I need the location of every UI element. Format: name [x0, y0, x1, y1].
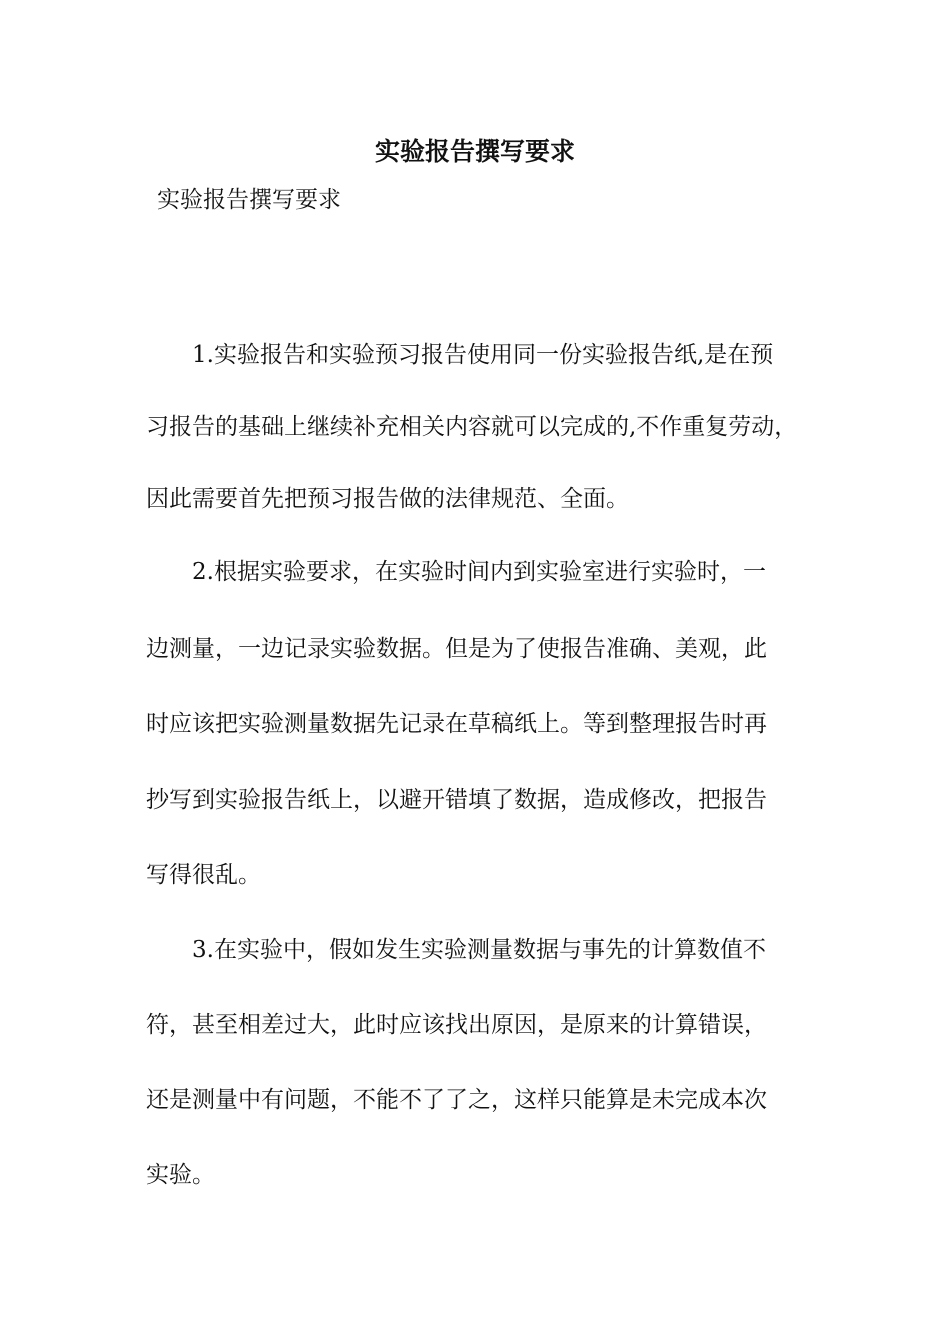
paragraph-line: 因此需要首先把预习报告做的法律规范、全面。 [146, 486, 629, 512]
paragraph-line: 3.在实验中，假如发生实验测量数据与事先的计算数值不 [192, 937, 766, 963]
paragraph-line: 2.根据实验要求，在实验时间内到实验室进行实验时，一 [192, 559, 766, 585]
paragraph-line: 还是测量中有问题，不能不了了之，这样只能算是未完成本次 [146, 1087, 767, 1113]
document-title: 实验报告撰写要求 [374, 137, 575, 166]
paragraph-line: 习报告的基础上继续补充相关内容就可以完成的,不作重复劳动， [146, 414, 798, 440]
paragraph-line: 写得很乱。 [146, 862, 261, 888]
document-subtitle: 实验报告撰写要求 [157, 187, 341, 213]
paragraph-line: 时应该把实验测量数据先记录在草稿纸上。等到整理报告时再 [146, 711, 767, 737]
paragraph-line: 边测量，一边记录实验数据。但是为了使报告准确、美观，此 [146, 636, 767, 662]
paragraph-line: 符，甚至相差过大，此时应该找出原因，是原来的计算错误， [146, 1012, 767, 1038]
paragraph-line: 抄写到实验报告纸上，以避开错填了数据，造成修改，把报告 [146, 787, 767, 813]
paragraph-line: 实验。 [146, 1162, 215, 1188]
paragraph-line: 1.实验报告和实验预习报告使用同一份实验报告纸,是在预 [192, 342, 774, 368]
